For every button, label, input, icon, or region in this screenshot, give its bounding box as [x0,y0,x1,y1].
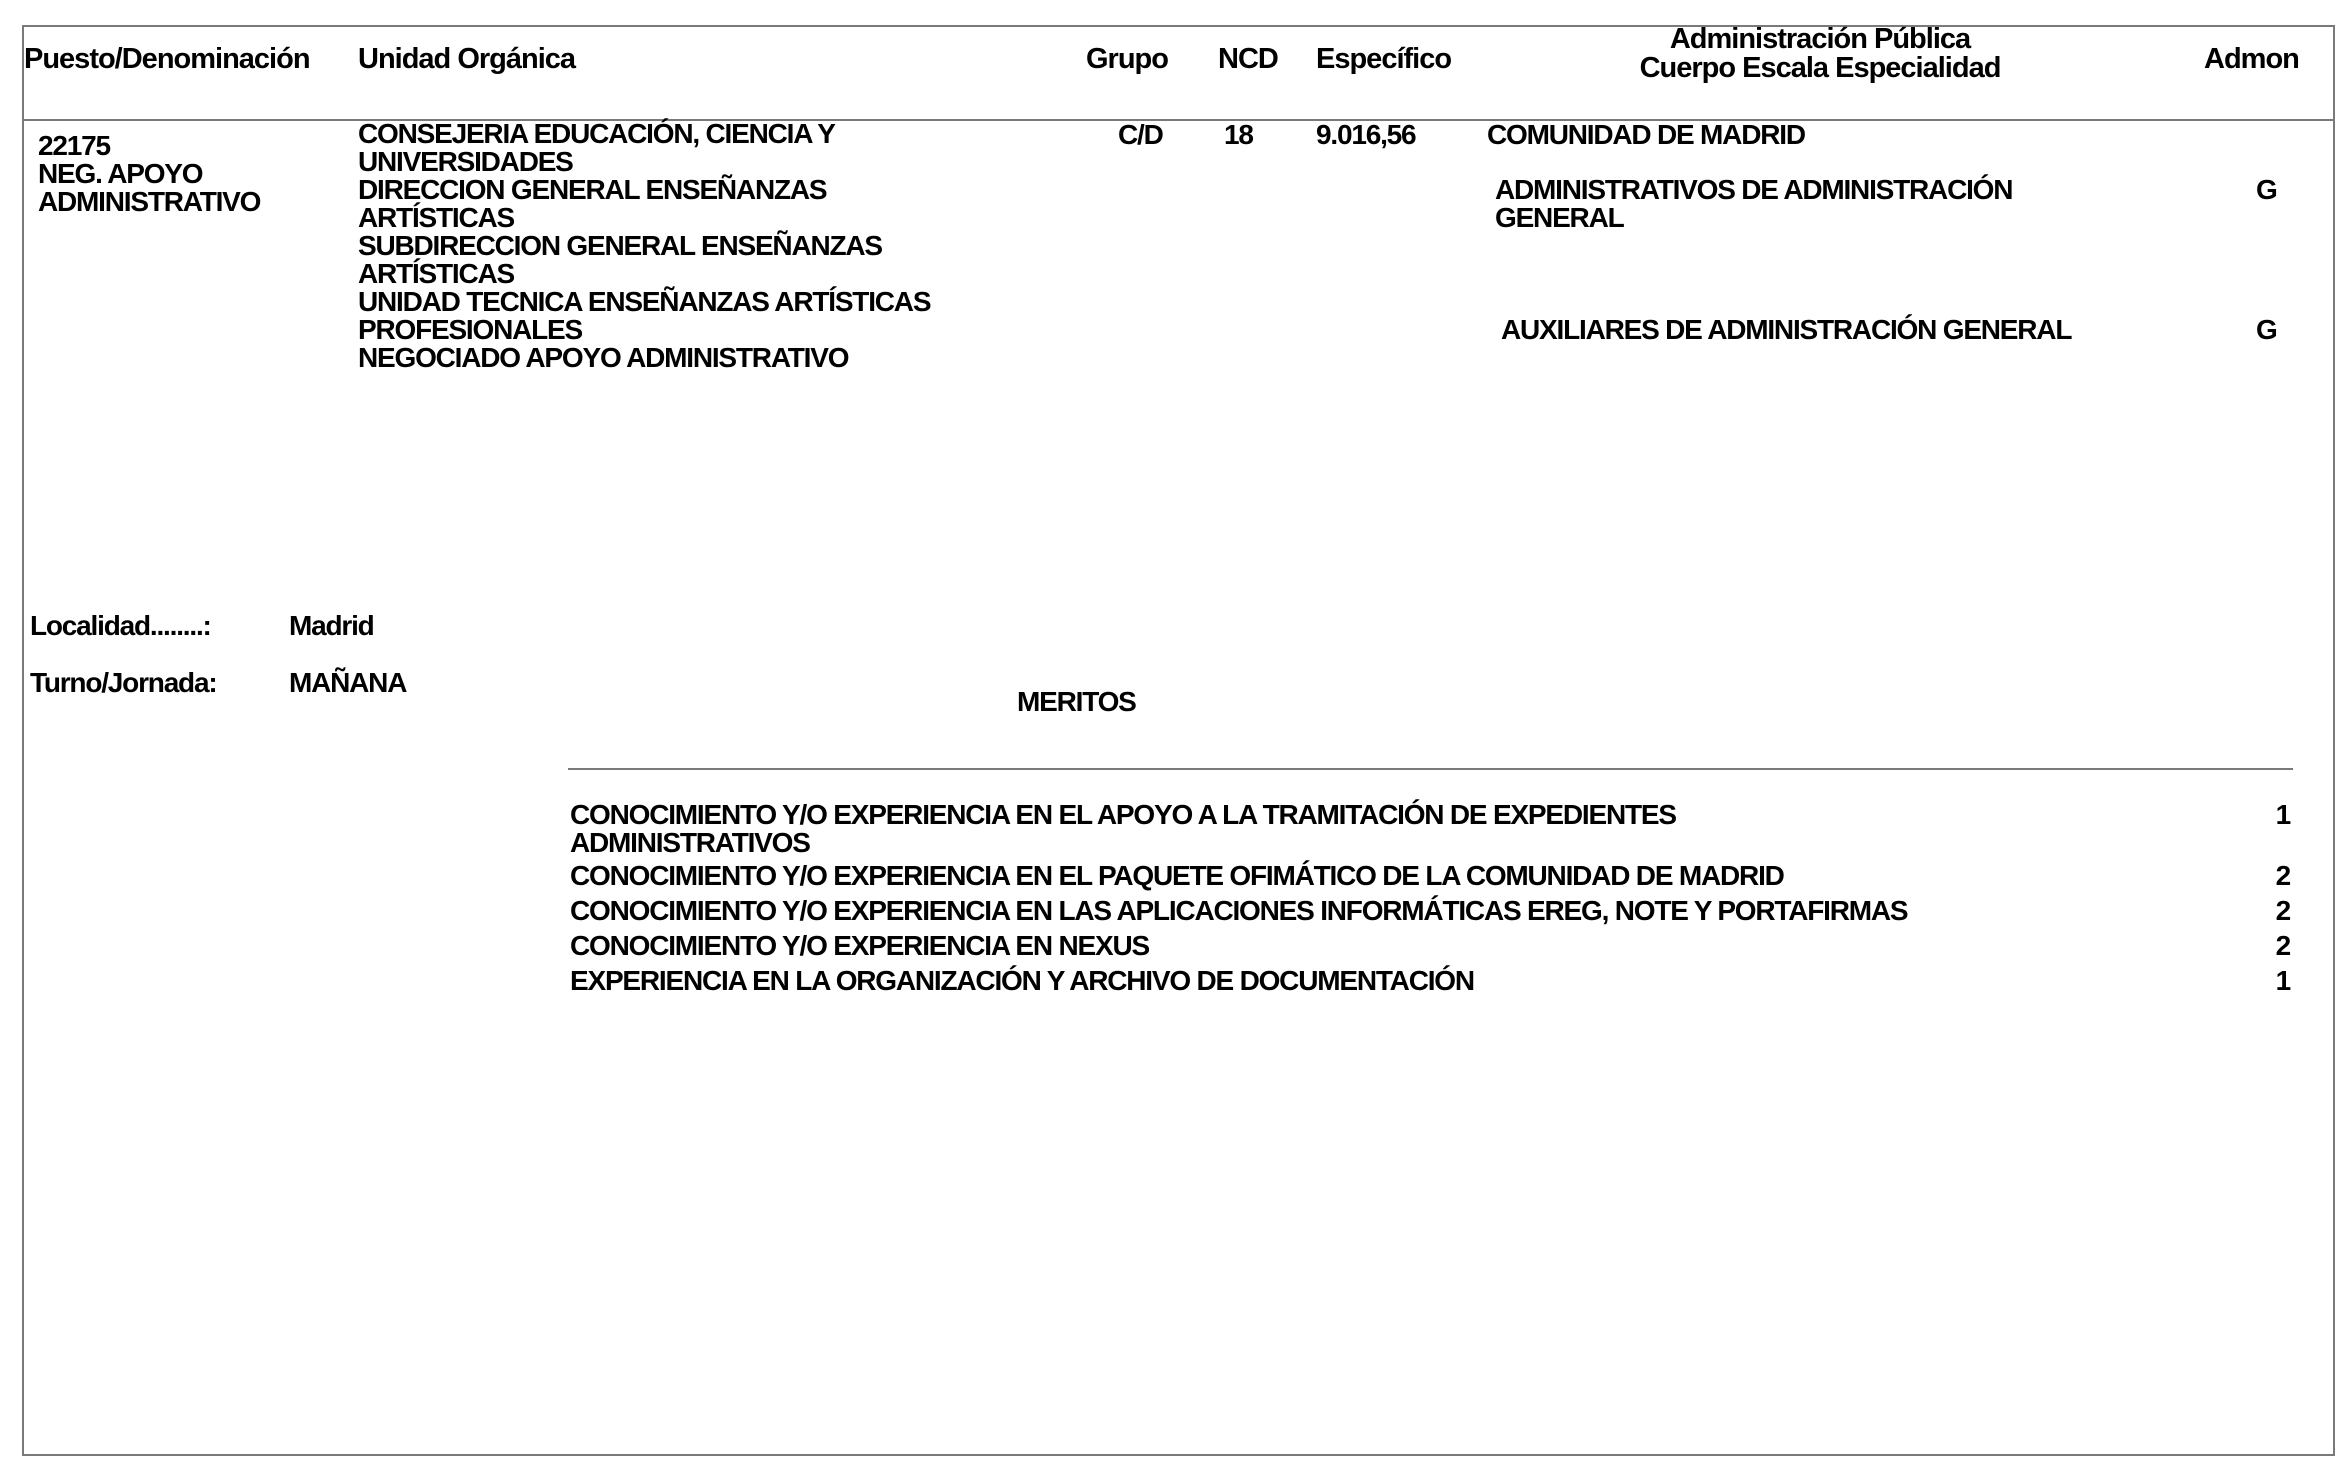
localidad-value: Madrid [289,610,374,641]
cuerpo-line: ADMINISTRATIVOS DE ADMINISTRACIÓN [1495,174,2013,205]
meritos-divider [568,768,2293,770]
unidad-line: CONSEJERIA EDUCACIÓN, CIENCIA Y [358,118,835,149]
turno-label: Turno/Jornada: [30,667,217,698]
unidad-organica-block [358,120,930,372]
cuerpo-entry [1495,176,2012,232]
merit-item [570,862,2290,890]
header-cuerpo-escala: Cuerpo Escala Especialidad [1639,52,2001,84]
ncd-value: 18 [1224,119,1253,150]
header-puesto: Puesto/Denominación [24,43,310,75]
header-admin-publica: Administración Pública [1669,23,1971,55]
merit-item [570,967,2290,995]
puesto-block [38,132,260,216]
merit-text-line: EXPERIENCIA EN LA ORGANIZACIÓN Y ARCHIVO DE DOCUMENTACIÓN [570,965,1474,996]
merit-text-line: CONOCIMIENTO Y/O EXPERIENCIA EN EL PAQUETE OFIMÁTICO DE LA COMUNIDAD DE MADRID [570,860,1784,891]
unidad-line: DIRECCION GENERAL ENSEÑANZAS [358,174,827,205]
puesto-name-line: ADMINISTRATIVO [38,186,261,217]
header-especifico: Específico [1316,43,1452,75]
admon-value: G [2256,314,2277,345]
merit-item [570,897,2290,925]
unidad-line: ARTÍSTICAS [358,258,515,289]
merit-item [570,932,2290,960]
unidad-line: UNIVERSIDADES [358,146,573,177]
merit-text-line: ADMINISTRATIVOS [570,827,810,858]
puesto-code: 22175 [38,130,110,161]
merit-text-line: CONOCIMIENTO Y/O EXPERIENCIA EN EL APOYO A LA TRAMITACIÓN DE EXPEDIENTES [570,799,1676,830]
header-admon: Admon [2204,43,2299,75]
merit-score: 1 [2275,965,2290,996]
puesto-name-line: NEG. APOYO [38,158,203,189]
merit-score: 2 [2275,930,2290,961]
admon-value: G [2256,174,2277,205]
header-grupo: Grupo [1086,43,1168,75]
merit-item [570,801,2290,857]
merit-score: 2 [2275,860,2290,891]
unidad-line: PROFESIONALES [358,314,582,345]
meritos-title: MERITOS [1017,686,1136,717]
unidad-line: SUBDIRECCION GENERAL ENSEÑANZAS [358,230,882,261]
cuerpo-line: GENERAL [1495,202,1624,233]
unidad-line: UNIDAD TECNICA ENSEÑANZAS ARTÍSTICAS [358,286,931,317]
grupo-value: C/D [1118,119,1163,150]
header-ncd: NCD [1218,43,1278,75]
header-unidad: Unidad Orgánica [358,43,576,75]
turno-value: MAÑANA [289,667,407,698]
merit-text-line: CONOCIMIENTO Y/O EXPERIENCIA EN LAS APLICACIONES INFORMÁTICAS EREG, NOTE Y PORTAFIRMAS [570,895,1908,926]
merit-text-line: CONOCIMIENTO Y/O EXPERIENCIA EN NEXUS [570,930,1149,961]
merit-score: 1 [2275,799,2290,830]
merit-score: 2 [2275,895,2290,926]
cuerpo-line: AUXILIARES DE ADMINISTRACIÓN GENERAL [1501,314,2072,345]
administracion-value: COMUNIDAD DE MADRID [1487,119,1805,150]
localidad-label: Localidad........: [30,610,211,641]
unidad-line: NEGOCIADO APOYO ADMINISTRATIVO [358,342,849,373]
unidad-line: ARTÍSTICAS [358,202,515,233]
especifico-value: 9.016,56 [1316,119,1416,150]
